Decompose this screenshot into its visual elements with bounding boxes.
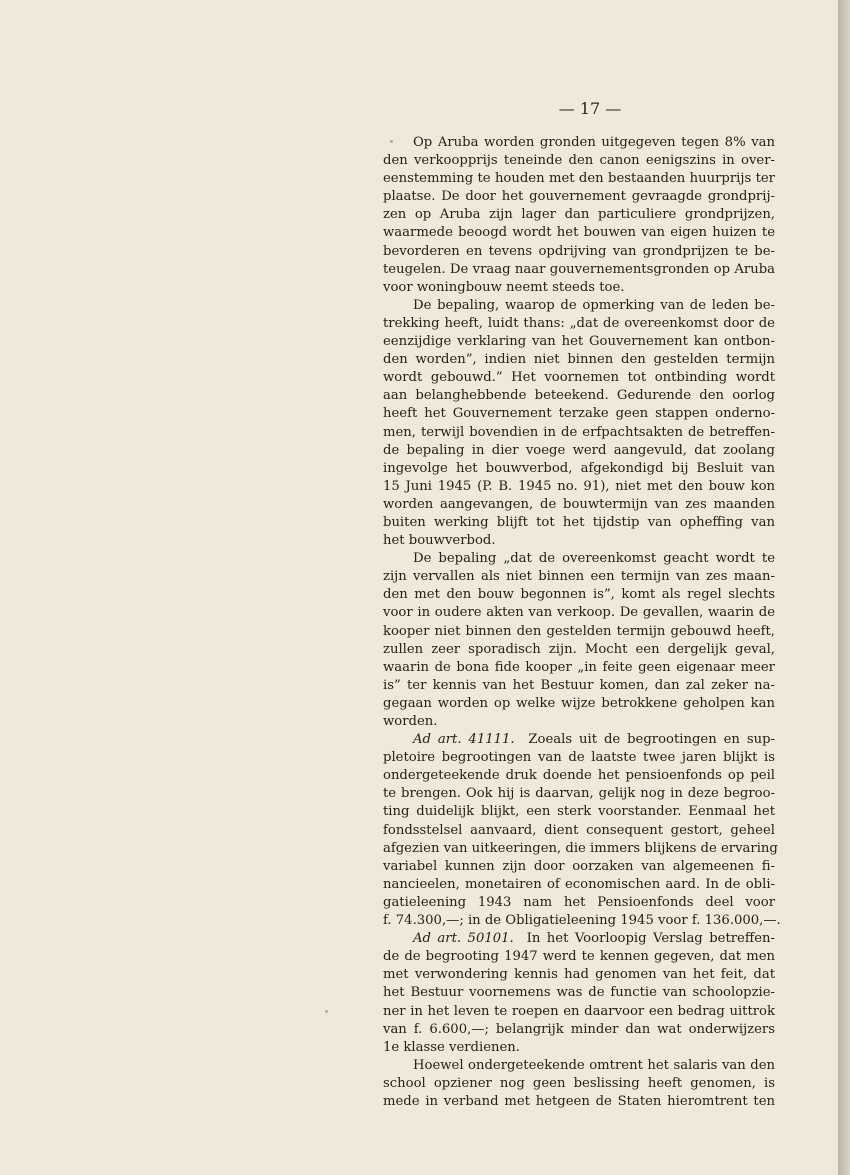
text-line: gatieleening 1943 nam het Pensioenfonds deel voor — [383, 894, 775, 910]
article-heading: Ad art. 50101. — [413, 931, 514, 947]
paragraph-ad-art-41111 — [383, 731, 781, 930]
text-line: afgezien van uitkeeringen, die immers blijkens de ervaring — [383, 840, 778, 856]
text-line: aan belanghebbende beteekend. Gedurende den oorlog — [383, 388, 775, 404]
paragraph-aruba-gronden — [383, 134, 775, 297]
text-line: mede in verband met hetgeen de Staten hieromtrent ten — [383, 1093, 775, 1109]
text-line: ner in het leven te roepen en daarvoor een bedrag uittrok — [383, 1003, 775, 1019]
text-line: de de begrooting 1947 werd te kennen gegeven, dat men — [383, 949, 775, 965]
text-line: worden. — [383, 714, 438, 729]
text-line: De bepaling, waarop de opmerking van de leden be- — [413, 297, 775, 313]
text-line: nancieelen, monetairen of economischen aard. In de obli- — [383, 876, 775, 892]
paper-speck — [390, 140, 393, 143]
text-line: trekking heeft, luidt thans: „dat de overeenkomst door de — [383, 315, 775, 331]
text-line: den worden”, indien niet binnen den gestelden termijn — [383, 352, 775, 368]
text-line: van f. 6.600,—; belangrijk minder dan wat onderwijzers — [383, 1021, 775, 1037]
text-line: te brengen. Ook hij is daarvan, gelijk nog in deze begroo- — [383, 786, 775, 802]
text-line: school opziener nog geen beslissing heeft genomen, is — [383, 1075, 775, 1091]
text-line: den verkoopprijs teneinde den canon eenigszins in over- — [383, 153, 775, 169]
text-line: eenstemming te houden met den bestaanden huurprijs ter — [383, 171, 775, 187]
text-line: plaatse. De door het gouvernement gevraagde grondprij- — [383, 189, 775, 205]
text-line: gegaan worden op welke wijze betrokkene geholpen kan — [383, 695, 775, 711]
paragraph-bepaling-ontbinding — [383, 297, 775, 550]
text-line: zullen zeer sporadisch zijn. Mocht een dergelijk geval, — [383, 641, 775, 657]
text-line: ondergeteekende druk doende het pensioenfonds op peil — [383, 768, 775, 784]
text-line: teugelen. De vraag naar gouvernementsgronden op Aruba — [383, 261, 775, 277]
text-line: fondsstelsel aanvaard, dient consequent gestort, geheel — [383, 822, 775, 838]
text-line: waarmede beoogd wordt het bouwen van eigen huizen te — [383, 225, 775, 241]
text-line: zijn vervallen als niet binnen een termijn van zes maan- — [383, 569, 775, 585]
text-line: het bouwverbod. — [383, 533, 496, 549]
text-line: 1e klasse verdienen. — [383, 1039, 520, 1055]
text-line: ting duidelijk blijkt, een sterk voorstander. Eenmaal het — [383, 804, 775, 820]
text-line: variabel kunnen zijn door oorzaken van algemeenen fi- — [383, 858, 775, 874]
text-line: is” ter kennis van het Bestuur komen, dan zal zeker na- — [383, 677, 775, 693]
text-line: met verwondering kennis had genomen van het feit, dat — [383, 967, 775, 983]
text-line: men, terwijl bovendien in de erfpachtsakten de betreffen- — [383, 424, 775, 440]
text-line: 15 Juni 1945 (P. B. 1945 no. 91), niet met den bouw kon — [383, 478, 775, 494]
text-line: waarin de bona fide kooper „in feite geen eigenaar meer — [383, 659, 775, 675]
text-line: voor woningbouw neemt steeds toe. — [383, 279, 625, 295]
text-line — [383, 731, 775, 749]
page-number: — 17 — — [558, 99, 622, 118]
text-line: het Bestuur voornemens was de functie van schoolopzie- — [383, 985, 775, 1001]
text-line: worden aangevangen, de bouwtermijn van zes maanden — [383, 496, 775, 512]
paragraph-ad-art-50101 — [383, 930, 775, 1057]
text-line: wordt gebouwd.” Het voornemen tot ontbinding wordt — [383, 370, 775, 386]
text-line: de bepaling in dier voege werd aangevuld, dat zoolang — [383, 442, 775, 458]
page-edge-shadow — [838, 0, 850, 1175]
text-line: pletoire begrootingen van de laatste twee jaren blijkt is — [383, 750, 775, 766]
text-line: buiten werking blijft tot het tijdstip van opheffing van — [383, 514, 775, 530]
text-line-body: In het Voorloopig Verslag betreffen- — [526, 931, 775, 947]
text-line: eenzijdige verklaring van het Gouvernement kan ontbon- — [383, 334, 775, 350]
text-line: ingevolge het bouwverbod, afgekondigd bij Besluit van — [383, 460, 775, 476]
paragraph-salaris-schoolopziener — [383, 1057, 775, 1111]
text-line: De bepaling „dat de overeenkomst geacht wordt te — [413, 551, 775, 567]
paper-speck — [325, 1010, 328, 1013]
text-column — [383, 134, 781, 1111]
article-heading: Ad art. 41111. — [413, 732, 515, 748]
text-line: heeft het Gouvernement terzake geen stappen onderno- — [383, 406, 775, 422]
text-line: Op Aruba worden gronden uitgegeven tegen 8% van — [413, 135, 775, 150]
text-line: f. 74.300,—; in de Obligatieleening 1945 voor f. 136.000,—. — [383, 913, 781, 929]
text-line: bevorderen en tevens opdrijving van grondprijzen te be- — [383, 243, 775, 259]
text-line: kooper niet binnen den gestelden termijn gebouwd heeft, — [383, 623, 775, 639]
text-line-body: Zoeals uit de begrootingen en sup- — [528, 732, 775, 748]
paragraph-bepaling-vervallen — [383, 550, 775, 731]
text-line: Hoewel ondergeteekende omtrent het salaris van den — [413, 1057, 775, 1073]
text-line: den met den bouw begonnen is”, komt als regel slechts — [383, 587, 775, 603]
text-line — [383, 930, 775, 948]
text-line: zen op Aruba zijn lager dan particuliere grondprijzen, — [383, 207, 775, 223]
text-line: voor in oudere akten van verkoop. De gevallen, waarin de — [383, 605, 775, 621]
